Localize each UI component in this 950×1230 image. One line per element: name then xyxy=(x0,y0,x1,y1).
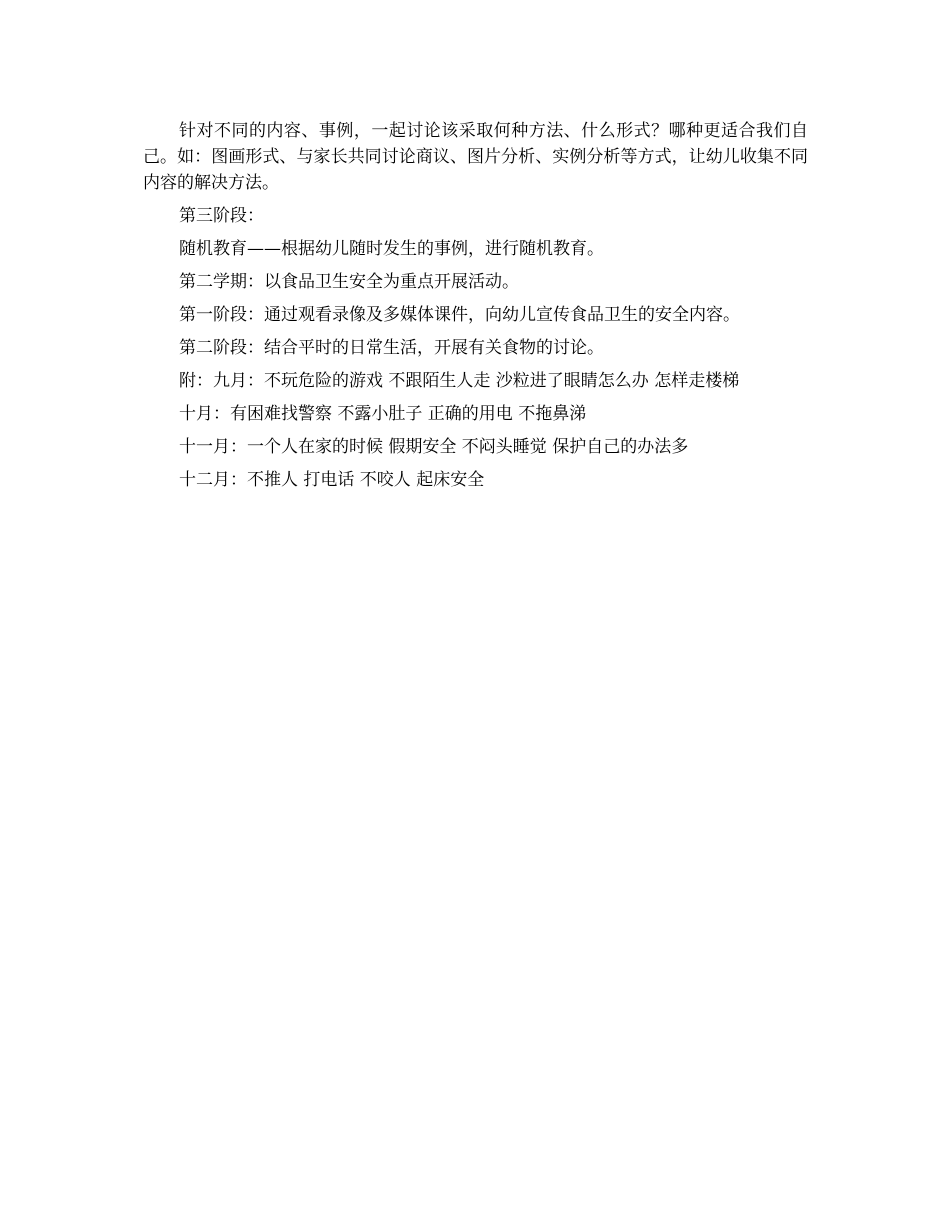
appendix-september: 附：九月：不玩危险的游戏 不跟陌生人走 沙粒进了眼睛怎么办 怎样走楼梯 xyxy=(179,371,740,391)
paragraph-stage-one: 第一阶段：通过观看录像及多媒体课件，向幼儿宣传食品卫生的安全内容。 xyxy=(179,305,740,325)
document-body xyxy=(143,118,808,500)
paragraph-stage-two: 第二阶段：结合平时的日常生活，开展有关食物的讨论。 xyxy=(179,338,604,358)
paragraph-second-semester: 第二学期：以食品卫生安全为重点开展活动。 xyxy=(179,272,519,292)
appendix-november: 十一月：一个人在家的时候 假期安全 不闷头睡觉 保护自己的办法多 xyxy=(179,437,689,457)
paragraph-stage-three: 第三阶段： xyxy=(179,206,264,226)
paragraph-discussion-methods: 针对不同的内容、事例，一起讨论该采取何种方法、什么形式？哪种更适合我们自己。如：图画形式、与家长共同讨论商议、图片分析、实例分析等方式，让幼儿收集不同内容的解决方法。 xyxy=(143,121,808,193)
paragraph-random-education: 随机教育——根据幼儿随时发生的事例，进行随机教育。 xyxy=(179,239,604,259)
appendix-december: 十二月：不推人 打电话 不咬人 起床安全 xyxy=(179,470,485,490)
appendix-october: 十月：有困难找警察 不露小肚子 正确的用电 不拖鼻涕 xyxy=(179,404,587,424)
